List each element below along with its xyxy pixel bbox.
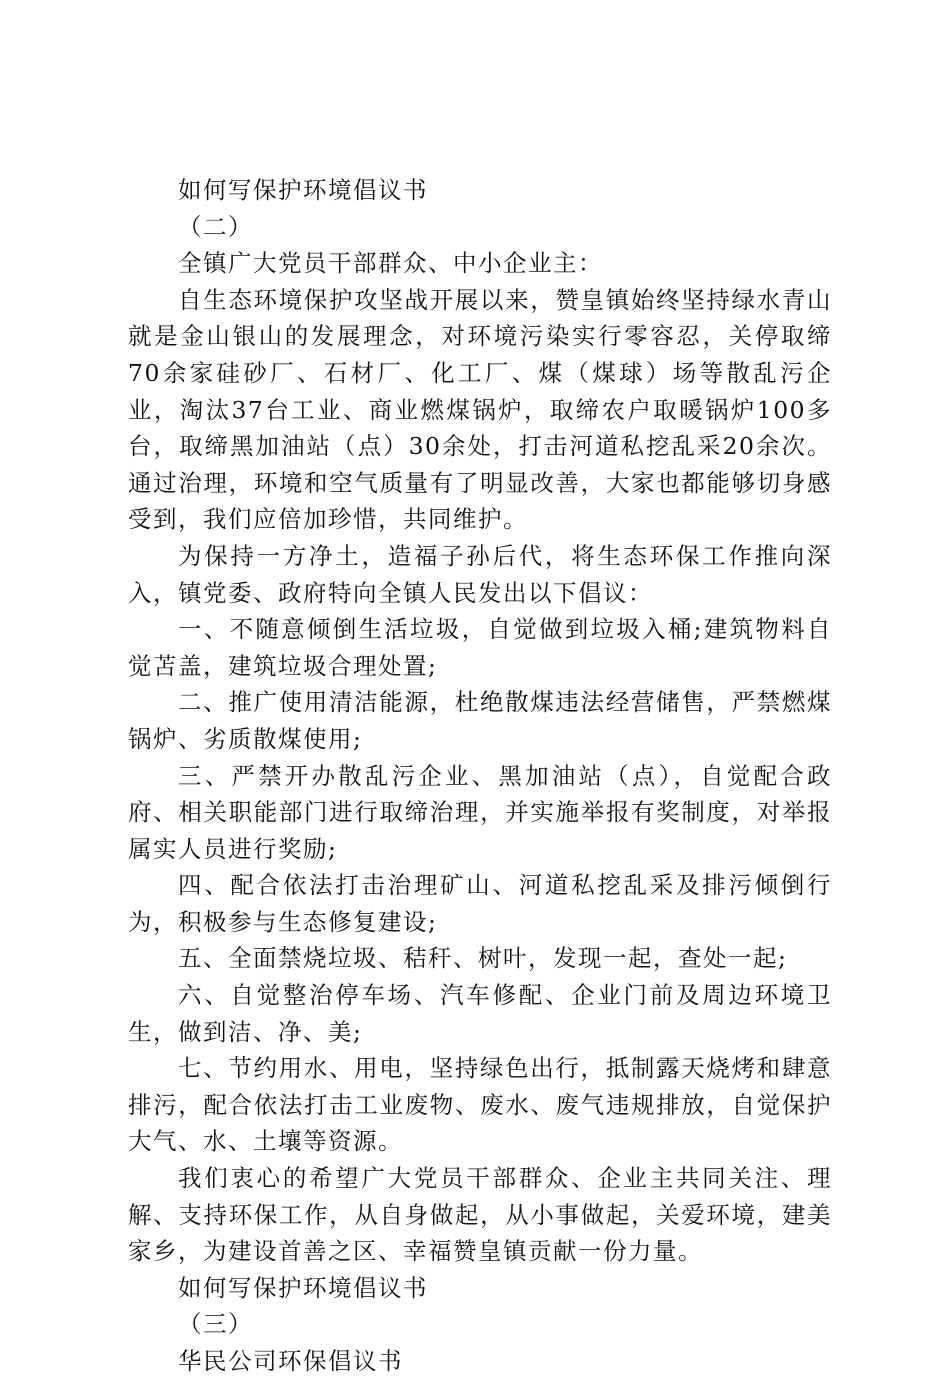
proposal-item-2: 二、推广使用清洁能源，杜绝散煤违法经营储售，严禁燃煤锅炉、劣质散煤使用; (128, 688, 832, 753)
closing-paragraph: 我们衷心的希望广大党员干部群众、企业主共同关注、理解、支持环保工作，从自身做起，从小事做起，关爱环境，建美家乡，为建设首善之区、幸福赞皇镇贡献一份力量。 (128, 1164, 832, 1266)
proposal-item-6: 六、自觉整治停车场、汽车修配、企业门前及周边环境卫生，做到洁、净、美; (128, 981, 832, 1046)
section-2-title: 如何写保护环境倡议书 (178, 176, 428, 204)
proposal-item-5: 五、全面禁烧垃圾、秸秆、树叶，发现一起，查处一起; (178, 944, 788, 973)
proposal-item-7: 七、节约用水、用电，坚持绿色出行，抵制露天烧烤和肆意排污，配合依法打击工业废物、废水、废气违规排放，自觉保护大气、水、土壤等资源。 (128, 1054, 832, 1156)
proposal-item-4: 四、配合依法打击治理矿山、河道私挖乱采及排污倾倒行为，积极参与生态修复建设; (128, 871, 832, 936)
section-2-number: （二） (178, 212, 253, 241)
proposal-item-3: 三、严禁开办散乱污企业、黑加油站（点），自觉配合政府、相关职能部门进行取缔治理，并实施举报有奖制度，对举报属实人员进行奖励; (128, 761, 832, 863)
proposal-item-1: 一、不随意倾倒生活垃圾，自觉做到垃圾入桶;建筑物料自觉苫盖，建筑垃圾合理处置; (128, 615, 832, 680)
section-3-heading: 华民公司环保倡议书 (178, 1347, 403, 1375)
intro-paragraph: 自生态环境保护攻坚战开展以来，赞皇镇始终坚持绿水青山就是金山银山的发展理念，对环境污染实行零容忍，关停取缔70余家硅砂厂、石材厂、化工厂、煤（煤球）场等散乱污企业，淘汰37台工业、商业燃煤锅炉，取缔农户取暖锅炉100多台，取缔黑加油站（点）30余处，打击河道私挖乱采20余次。通过治理，环境和空气质量有了明显改善，大家也都能够切身感受到，我们应倍加珍惜，共同维护。 (128, 285, 832, 534)
section-3-title: 如何写保护环境倡议书 (178, 1273, 428, 1302)
section-3-number: （三） (178, 1310, 253, 1339)
salutation: 全镇广大党员干部群众、中小企业主： (178, 249, 603, 278)
lead-paragraph: 为保持一方净土，造福子孙后代，将生态环保工作推向深入，镇党委、政府特向全镇人民发出以下倡议： (128, 541, 832, 607)
document-page (128, 172, 832, 1380)
